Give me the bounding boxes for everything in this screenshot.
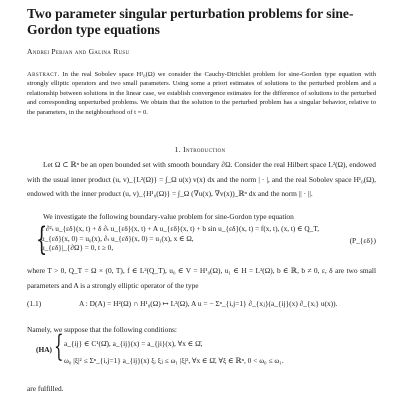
abstract-text: In the real Sobolev space H¹₀(Ω) we consider the Cauchy-Dirichlet problem for sine-Gordon type equation with strongly elliptic operators and two small parameters. Using some a priori estimates of solutions to the perturbed problem and a relationship between solutions in the linear case, we establish convergence estimates for the difference of solutions to the perturbed and corresponding unperturbed problems. We obtain that the solution to the perturbed problem has a singular behavior, relative to the parameters, in the neighbourhood of t = 0. [27, 71, 376, 116]
intro-paragraph-1: Let Ω ⊂ ℝⁿ be an open bounded set with smooth boundary ∂Ω. Consider the real Hilbert space L²(Ω), endowed with the usual inner product (u, v)_{L²(Ω)} = ∫_Ω u(x) v(x) dx and the norm | · |, and the real Sobolev space H¹₀(Ω), endowed with the inner product (u, v)_{H¹₀(Ω)} = ∫_Ω (∇u(x), ∇v(x))_ℝⁿ dx and the norm || · ||. [27, 160, 376, 199]
system-line-1: ε ∂²ₜ u_{εδ}(x, t) + δ ∂ₜ u_{εδ}(x, t) + A u_{εδ}(x, t) + b sin u_{εδ}(x, t) = f(x, t), (x, t) ∈ Q_T, [41, 224, 320, 233]
intro-paragraph-2: We investigate the following boundary-value problem for sine-Gordon type equation [43, 212, 294, 221]
ha-label: (HA) [36, 345, 53, 354]
intro-paragraph-3: where T > 0, Q_T = Ω × (0, T), f ∈ L²(Q_T), u₀ ∈ V = H¹₀(Ω), u₁ ∈ H = L²(Ω), b ∈ ℝ, b ≠ 0, ε, δ are two small parameters and A is a strongly elliptic operator of the type [27, 266, 376, 290]
system-tag: (P_{εδ}) [349, 236, 376, 245]
equation-number: (1.1) [27, 299, 42, 308]
section-heading: 1. Introduction [174, 145, 226, 154]
system-line-3: u_{εδ}|_{∂Ω} = 0, t ≥ 0, [41, 243, 114, 252]
abstract-label: Abstract. [27, 71, 60, 78]
paper-title: Two parameter singular perturbation problems for sine-Gordon type equations [27, 6, 354, 37]
system-equations [41, 224, 319, 253]
ha-line-2: ω₀ |ξ|² ≤ Σⁿ_{i,j=1} a_{ij}(x) ξᵢ ξⱼ ≤ ω₁ |ξ|², ∀x ∈ Ω̄, ∀ξ ∈ ℝⁿ, 0 < ω₀ ≤ ω₁. [64, 356, 284, 365]
intro-paragraph-5: are fulfilled. [27, 384, 64, 393]
intro-paragraph-4: Namely, we suppose that the following conditions: [27, 325, 177, 334]
system-line-2: u_{εδ}(x, 0) = u₀(x), ∂ₜ u_{εδ}(x, 0) = u₁(x), x ∈ Ω, [41, 233, 194, 243]
abstract [27, 70, 376, 117]
ha-condition-lines [64, 335, 284, 369]
left-brace: { [54, 329, 64, 364]
paper-authors: Andrei Perjan and Galina Rusu [27, 47, 130, 56]
equation-body: A : D(A) = H²(Ω) ∩ H¹₀(Ω) ↦ L²(Ω), A u = − Σⁿ_{i,j=1} ∂_{xⱼ}(a_{ij}(x) ∂_{xᵢ} u(x)). [79, 299, 338, 308]
ha-line-1: a_{ij} ∈ C¹(Ω̄), a_{ij}(x) = a_{ji}(x), ∀x ∈ Ω̄, [64, 339, 203, 348]
left-brace: { [36, 220, 48, 258]
